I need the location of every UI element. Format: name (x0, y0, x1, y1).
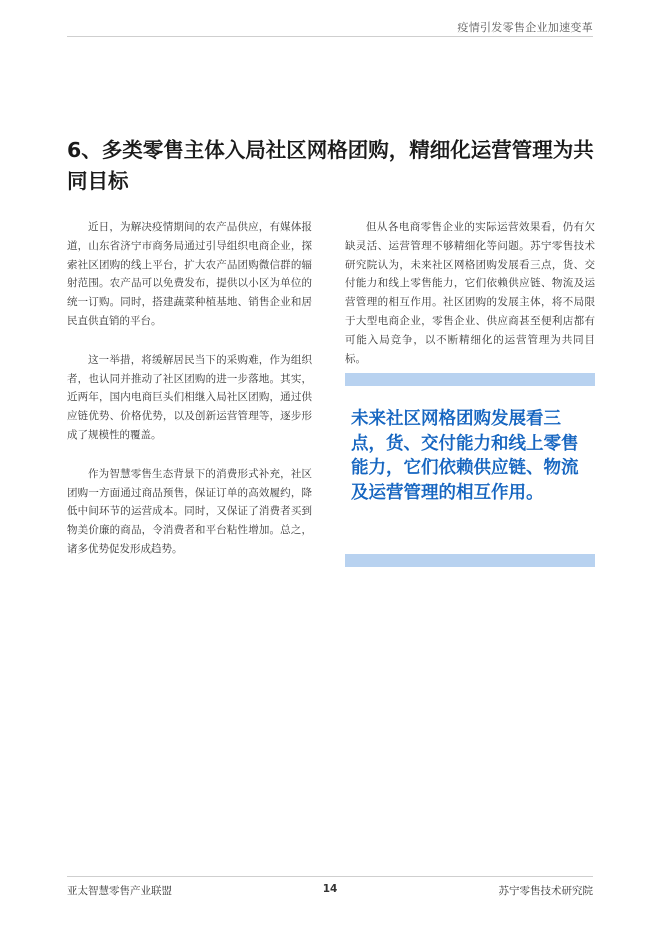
pull-quote-text: 未来社区网格团购发展看三点，货、交付能力和线上零售能力，它们依赖供应链、物流及运营管理的相互作用。 (351, 409, 579, 503)
pull-quote-top-bar (345, 373, 595, 386)
pull-quote-bottom-bar (345, 554, 595, 567)
paragraph: 近日，为解决疫情期间的农产品供应，有媒体报道，山东省济宁市商务局通过引导组织电商企业，探索社区团购的线上平台，扩大农产品团购微信群的辐射范围。农产品可以免费发布，提供以小区为单位的统一订购。同时，搭建蔬菜种植基地、销售企业和居民直供直销的平台。 (67, 221, 312, 327)
footer-institute: 苏宁零售技术研究院 (498, 885, 593, 897)
section-heading: 6、多类零售主体入局社区网格团购，精细化运营管理为共同目标 (67, 138, 594, 193)
paragraph: 但从各电商零售企业的实际运营效果看，仍有欠缺灵活、运营管理不够精细化等问题。苏宁零售技术研究院认为，未来社区网格团购发展看三点，货、交付能力和线上零售能力，它们依赖供应链、物流及运营管理的相互作用。社区团购的发展主体，将不局限于大型电商企业，零售企业、供应商甚至便利店都有可能入局竞争，以不断精细化的运营管理为共同目标。 (345, 221, 595, 365)
footer-organization: 亚太智慧零售产业联盟 (67, 885, 172, 897)
left-column (67, 218, 312, 579)
right-column (345, 218, 595, 388)
paragraph: 作为智慧零售生态背景下的消费形式补充，社区团购一方面通过商品预售，保证订单的高效履约，降低中间环节的运营成本。同时，又保证了消费者买到物美价廉的商品，令消费者和平台粘性增加。总之，诸多优势促发形成趋势。 (67, 467, 312, 555)
page-number: 14 (322, 883, 338, 895)
header-title: 疫情引发零售企业加速变革 (457, 21, 593, 34)
paragraph: 这一举措，将缓解居民当下的采购难，作为组织者，也认同并推动了社区团购的进一步落地。其实，近两年，国内电商巨头们相继入局社区团购，通过供应链优势、价格优势，以及创新运营管理等，逐步形成了规模性的覆盖。 (67, 353, 312, 441)
footer-divider (67, 876, 593, 877)
pull-quote (345, 373, 595, 567)
header-divider (67, 36, 593, 37)
